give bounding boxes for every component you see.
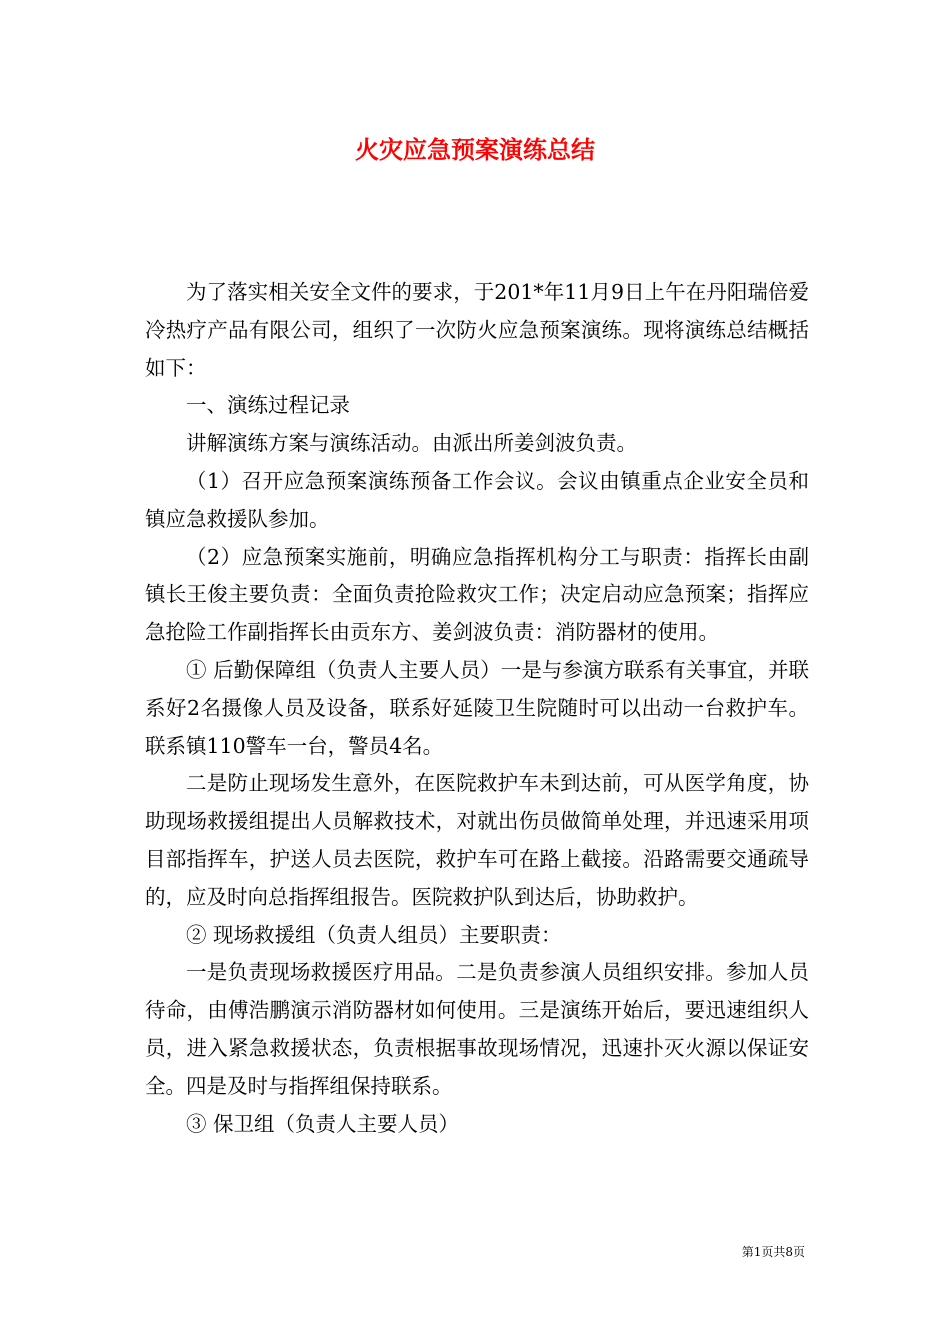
paragraph-security-group: ③ 保卫组（负责人主要人员） [186,1111,460,1136]
paragraph-rescue-group: ② 现场救援组（负责人组员）主要职责： [186,922,562,947]
paragraph-intro: 为了落实相关安全文件的要求，于201*年11月9日上午在丹阳瑞倍爱冷热疗产品有限公司，组织了一次防火应急预案演练。现将演练总结概括如下： [145,280,809,380]
paragraph-briefing: 讲解演练方案与演练活动。由派出所姜剑波负责。 [186,431,637,456]
page-title: 火灾应急预案演练总结 [355,135,595,164]
section-heading-process-record: 一、演练过程记录 [186,393,350,418]
paragraph-logistics-group: ① 后勤保障组（负责人主要人员）一是与参演方联系有关事宜，并联系好2名摄像人员及设备，联系好延陵卫生院随时可以出动一台救护车。联系镇110警车一台，警员4名。 [145,657,809,758]
paragraph-rescue-duties: 一是负责现场救援医疗用品。二是负责参演人员组织安排。参加人员待命，由傅浩鹏演示消防器材如何使用。三是演练开始后，要迅速组织人员，进入紧急救援状态，负责根据事故现场情况，迅速扑灭火源以保证安全。四是及时与指挥组保持联系。 [145,960,809,1098]
paragraph-step-1: （1）召开应急预案演练预备工作会议。会议由镇重点企业安全员和镇应急救援队参加。 [145,468,809,531]
document-body [145,274,809,1143]
paragraph-logistics-duty-2: 二是防止现场发生意外，在医院救护车未到达前，可从医学角度，协助现场救援组提出人员解救技术，对就出伤员做简单处理，并迅速采用项目部指挥车，护送人员去医院，救护车可在路上截接。沿路需要交通疏导的，应及时向总指挥组报告。医院救护队到达后，协助救护。 [145,771,809,909]
paragraph-step-2: （2）应急预案实施前，明确应急指挥机构分工与职责：指挥长由副镇长王俊主要负责：全面负责抢险救灾工作；决定启动应急预案；指挥应急抢险工作副指挥长由贡东方、姜剑波负责：消防器材的使用。 [145,544,809,645]
page-number: 第1页共8页 [741,1245,805,1259]
